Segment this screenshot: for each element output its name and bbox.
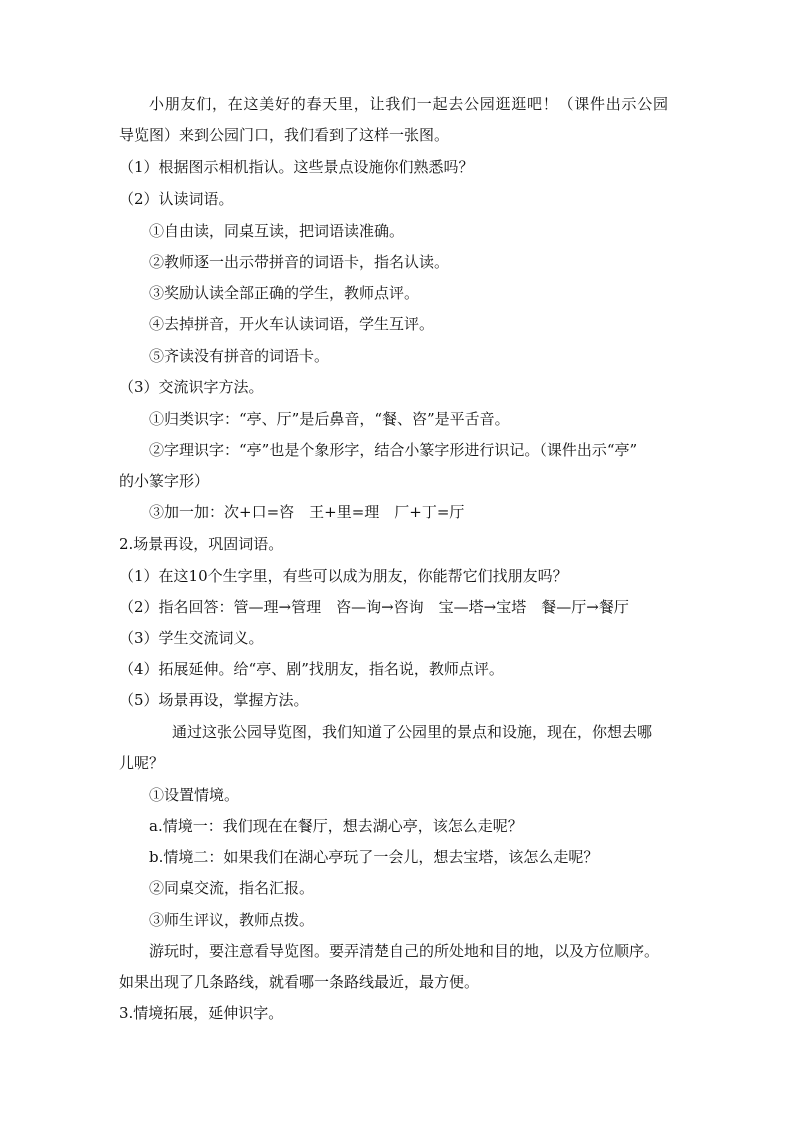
text-line: （1）根据图示相机指认。这些景点设施你们熟悉吗？ xyxy=(119,158,474,176)
text-line: ④去掉拼音，开火车认读词语，学生互评。 xyxy=(149,315,435,333)
text-line: （2）认读词语。 xyxy=(119,190,234,208)
text-line: 儿呢？ xyxy=(119,754,165,772)
text-line: ③奖励认读全部正确的学生，教师点评。 xyxy=(149,284,420,302)
text-line: （4）拓展延伸。给“亭、剧”找朋友，指名说，教师点评。 xyxy=(119,660,504,678)
text-line: （1）在这10个生字里，有些可以成为朋友，你能帮它们找朋友吗？ xyxy=(119,567,568,585)
text-line: a.情境一：我们现在在餐厅，想去湖心亭，该怎么走呢？ xyxy=(149,817,523,835)
text-line: ①自由读，同桌互读，把词语读准确。 xyxy=(149,222,405,240)
text-line: （5）场景再设，掌握方法。 xyxy=(119,691,309,709)
text-line: （3）交流识字方法。 xyxy=(119,378,264,396)
text-line: b.情境二：如果我们在湖心亭玩了一会儿，想去宝塔，该怎么走呢？ xyxy=(149,848,599,866)
text-line: ③师生评议，教师点拨。 xyxy=(149,911,315,929)
text-line: 的小篆字形） xyxy=(119,472,210,490)
text-line: ⑤齐读没有拼音的词语卡。 xyxy=(149,347,330,365)
text-line: 小朋友们，在这美好的春天里，让我们一起去公园逛逛吧！（课件出示公园 xyxy=(149,95,669,113)
text-line: 2.场景再设，巩固词语。 xyxy=(119,535,284,553)
text-line: ①归类识字：“亭、厅”是后鼻音，“餐、咨”是平舌音。 xyxy=(149,410,510,428)
text-line: ③加一加：次+口=咨 王+里=理 厂+丁=厅 xyxy=(149,503,465,521)
text-line: 导览图）来到公园门口，我们看到了这样一张图。 xyxy=(119,126,450,144)
text-line: 如果出现了几条路线，就看哪一条路线最近，最方便。 xyxy=(119,973,480,991)
text-line: 3.情境拓展，延伸识字。 xyxy=(119,1004,284,1022)
text-line: ①设置情境。 xyxy=(149,786,240,804)
text-line: 游玩时，要注意看导览图。要弄清楚自己的所处地和目的地，以及方位顺序。 xyxy=(149,942,660,960)
text-line: ②字理识字：“亭”也是个象形字，结合小篆字形进行识记。（课件出示“亭” xyxy=(149,441,638,459)
text-line: （3）学生交流词义。 xyxy=(119,629,264,647)
text-line: ②教师逐一出示带拼音的词语卡，指名认读。 xyxy=(149,253,450,271)
text-line: 通过这张公园导览图，我们知道了公园里的景点和设施，现在，你想去哪 xyxy=(172,723,653,741)
text-line: ②同桌交流，指名汇报。 xyxy=(149,879,315,897)
text-line: （2）指名回答：管—理→管理 咨—询→咨询 宝—塔→宝塔 餐—厅→餐厅 xyxy=(119,598,629,616)
